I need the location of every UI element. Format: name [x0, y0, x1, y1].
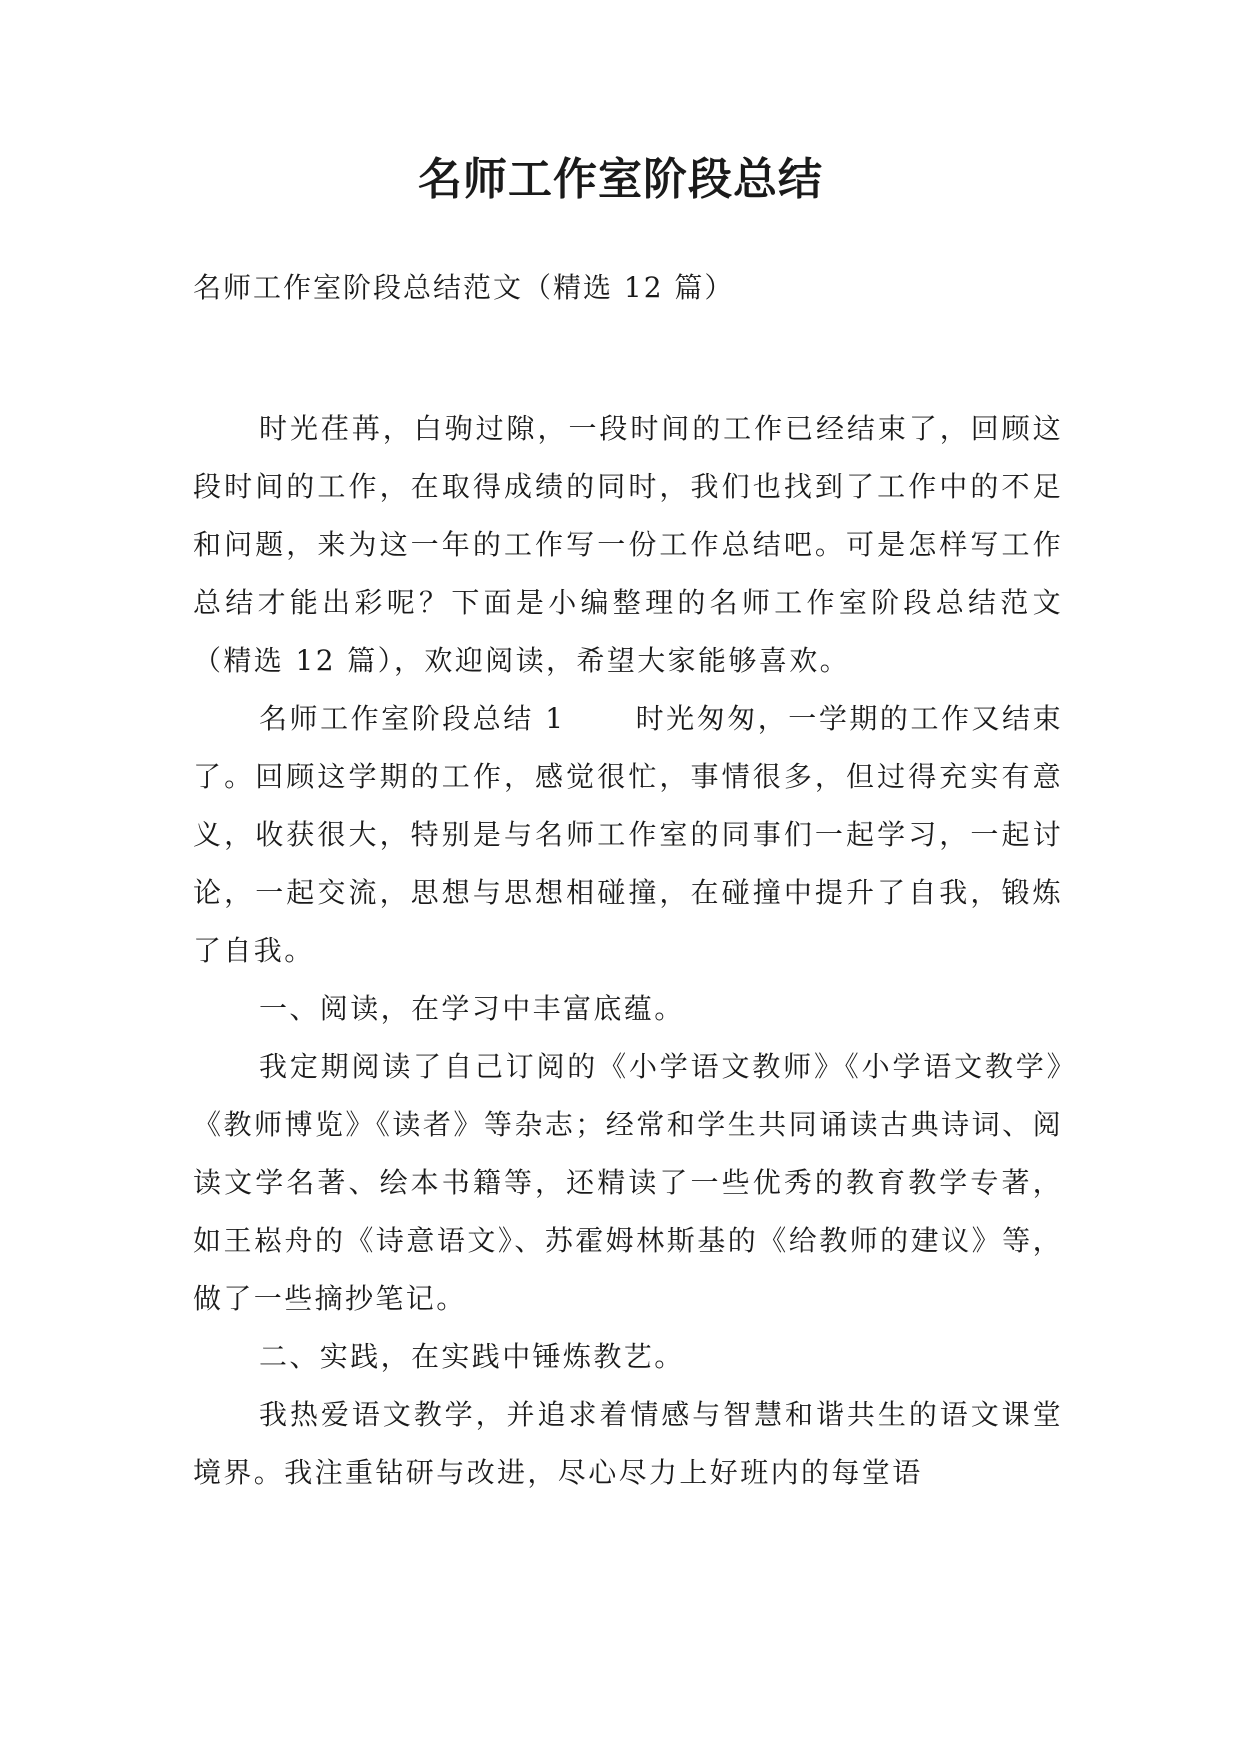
document-subtitle: 名师工作室阶段总结范文（精选 12 篇） — [193, 271, 735, 304]
document-body — [193, 400, 1063, 1502]
heading-practice: 二、实践，在实践中锤炼教艺。 — [259, 1340, 685, 1373]
heading-reading: 一、阅读，在学习中丰富底蕴。 — [259, 992, 685, 1025]
reading-paragraph: 我定期阅读了自己订阅的《小学语文教师》《小学语文教学》《教师博览》《读者》等杂志；经常和学生共同诵读古典诗词、阅读文学名著、绘本书籍等，还精读了一些优秀的教育教学专著，如王崧舟的《诗意语文》、苏霍姆林斯基的《给教师的建议》等，做了一些摘抄笔记。 — [193, 1050, 1063, 1315]
intro-paragraph: 时光荏苒，白驹过隙，一段时间的工作已经结束了，回顾这段时间的工作，在取得成绩的同时，我们也找到了工作中的不足和问题，来为这一年的工作写一份工作总结吧。可是怎样写工作总结才能出彩呢？下面是小编整理的名师工作室阶段总结范文（精选 12 篇），欢迎阅读，希望大家能够喜欢。 — [193, 412, 1063, 677]
document-title: 名师工作室阶段总结 — [418, 154, 823, 205]
practice-paragraph: 我热爱语文教学，并追求着情感与智慧和谐共生的语文课堂境界。我注重钻研与改进，尽心尽力上好班内的每堂语 — [193, 1398, 1063, 1489]
section-1-text: 时光匆匆，一学期的工作又结束了。回顾这学期的工作，感觉很忙，事情很多，但过得充实有意义，收获很大，特别是与名师工作室的同事们一起学习，一起讨论，一起交流，思想与思想相碰撞，在碰撞中提升了自我，锻炼了自我。 — [193, 702, 1063, 967]
section-1-paragraph — [193, 690, 1063, 980]
section-1-label: 名师工作室阶段总结 1 — [259, 702, 566, 735]
